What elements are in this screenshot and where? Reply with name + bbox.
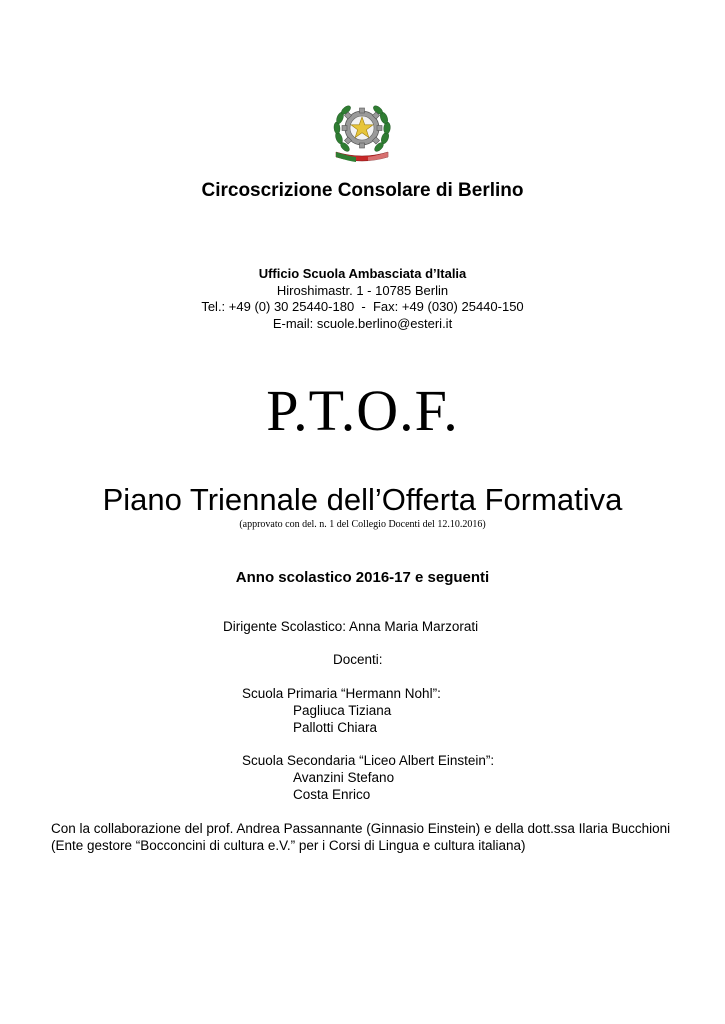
office-name: Ufficio Scuola Ambasciata d’Italia	[258, 266, 467, 281]
office-email: E-mail: scuole.berlino@esteri.it	[272, 316, 453, 331]
document-acronym: P.T.O.F.	[266, 378, 459, 443]
secondary-teacher: Costa Enrico	[293, 787, 371, 802]
office-phone-fax: Tel.: +49 (0) 30 25440-180 - Fax: +49 (030) 25440-150	[201, 299, 524, 314]
school-year: Anno scolastico 2016-17 e seguenti	[235, 569, 490, 586]
primary-teacher: Pallotti Chiara	[293, 720, 378, 735]
collaboration-note: Con la collaborazione del prof. Andrea Passannante (Ginnasio Einstein) e della dott.ssa Ilaria Bucchioni (Ente gestore “Bocconcini di cultura e.V.” per i Corsi di Lingua e cultura italiana)	[51, 821, 671, 853]
primary-school-label: Scuola Primaria “Hermann Nohl”:	[242, 686, 441, 701]
school-principal: Dirigente Scolastico: Anna Maria Marzorati	[223, 619, 479, 634]
consular-district-title: Circoscrizione Consolare di Berlino	[201, 180, 524, 201]
approval-note: (approvato con del. n. 1 del Collegio Docenti del 12.10.2016)	[239, 519, 486, 530]
secondary-teacher: Avanzini Stefano	[293, 770, 395, 785]
secondary-school-label: Scuola Secondaria “Liceo Albert Einstein”:	[242, 753, 495, 768]
office-address: Hiroshimastr. 1 - 10785 Berlin	[276, 283, 449, 298]
italian-republic-emblem-icon	[330, 100, 394, 164]
teachers-label: Docenti:	[333, 652, 383, 667]
primary-teacher: Pagliuca Tiziana	[293, 703, 392, 718]
document-full-title: Piano Triennale dell’Offerta Formativa	[102, 482, 623, 517]
